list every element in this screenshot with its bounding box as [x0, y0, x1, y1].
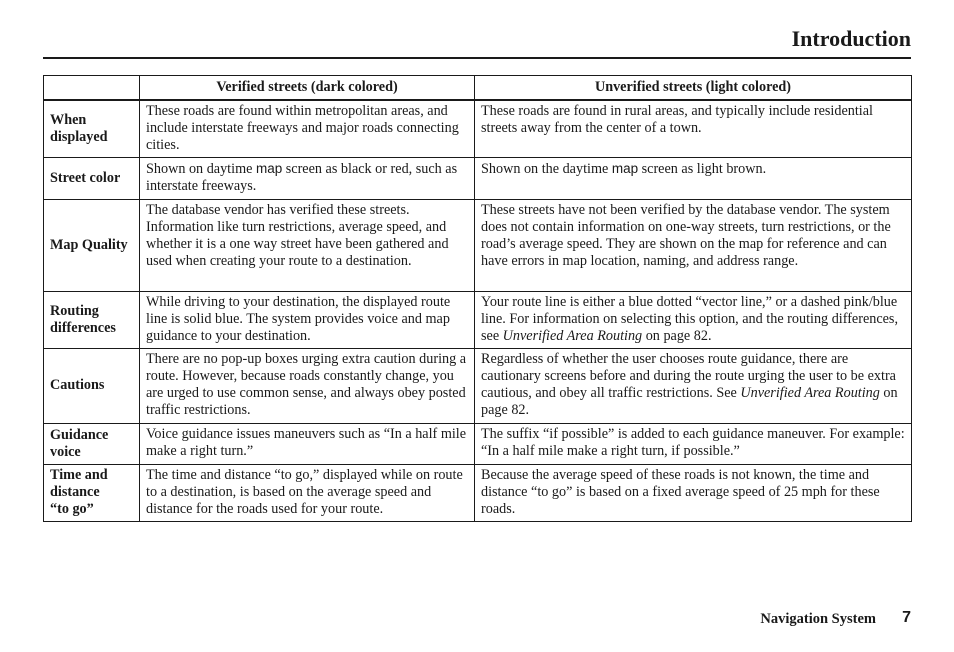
text-fragment: Shown on the daytime — [481, 160, 612, 177]
table-row — [44, 291, 912, 348]
unverified-cell — [475, 157, 912, 199]
row-label — [44, 464, 140, 521]
text-fragment: Shown on daytime — [146, 160, 256, 177]
unverified-cell: These streets have not been verified by the database vendor. The system does not contain information on one-way streets, turn restrictions, or the road’s average speed. They are shown on the map for reference and can have errors in map location, naming, and address range. — [475, 199, 912, 291]
table-header-row — [44, 76, 912, 101]
text-fragment: on page 82. — [481, 384, 898, 418]
row-label-line: distance — [50, 484, 100, 500]
column-header-unverified: Unverified streets (light colored) — [475, 76, 912, 101]
map-word: map — [611, 160, 639, 176]
table-row — [44, 423, 912, 464]
unverified-cell: The suffix “if possible” is added to each guidance maneuver. For example: “In a half mile make a right turn, if possible.” — [475, 423, 912, 464]
verified-cell: Voice guidance issues maneuvers such as “In a half mile make a right turn.” — [140, 423, 475, 464]
page-number: 7 — [902, 609, 911, 626]
verified-cell: There are no pop-up boxes urging extra caution during a route. However, because roads constantly change, you are urged to use common sense, and always obey posted traffic restrictions. — [140, 348, 475, 423]
text-fragment: on page 82. — [642, 327, 712, 344]
row-label-line: “to go” — [50, 501, 94, 517]
row-label: Street color — [44, 157, 140, 199]
text-fragment: Your route line is either a blue dotted “vector line,” or a dashed pink/blue line. For information on selecting this option, and the routing differences, see — [481, 293, 899, 344]
row-label: When displayed — [44, 100, 140, 157]
unverified-cell: These roads are found in rural areas, and typically include residential streets away from the center of a town. — [475, 100, 912, 157]
unverified-cell: Because the average speed of these roads is not known, the time and distance “to go” is based on a fixed average speed of 25 mph for these roads. — [475, 464, 912, 521]
verified-cell: While driving to your destination, the displayed route line is solid blue. The system provides voice and map guidance to your destination. — [140, 291, 475, 348]
verified-cell — [140, 157, 475, 199]
comparison-table — [43, 75, 912, 522]
text-fragment: Regardless of whether the user chooses route guidance, there are cautionary screens before and during the route urging the user to be extra cautious, and obey all traffic restrictions. See — [481, 350, 896, 401]
row-label: Routing differences — [44, 291, 140, 348]
unverified-cell — [475, 291, 912, 348]
text-fragment: screen as light brown. — [638, 160, 767, 177]
text-fragment: screen as black or red, such as interstate freeways. — [146, 160, 458, 194]
row-label: Map Quality — [44, 199, 140, 291]
row-label: Guidance voice — [44, 423, 140, 464]
page-reference: Unverified Area Routing — [740, 384, 880, 401]
row-label-line: Time and — [50, 467, 108, 483]
table-row — [44, 348, 912, 423]
page-reference: Unverified Area Routing — [502, 327, 643, 344]
page-title: Introduction — [791, 26, 911, 51]
footer-section-label: Navigation System — [760, 611, 876, 627]
table-row — [44, 157, 912, 199]
column-header-empty — [44, 76, 140, 101]
verified-cell: The database vendor has verified these streets. Information like turn restrictions, average speed, and whether it is a one way street have been gathered and used when creating your route to a destination. — [140, 199, 475, 291]
table-row — [44, 199, 912, 291]
map-word: map — [255, 160, 283, 176]
table-row — [44, 100, 912, 157]
row-label: Cautions — [44, 348, 140, 423]
unverified-cell — [475, 348, 912, 423]
verified-cell: The time and distance “to go,” displayed while on route to a destination, is based on the average speed and distance for the roads used for your route. — [140, 464, 475, 521]
verified-cell: These roads are found within metropolitan areas, and include interstate freeways and major roads connecting cities. — [140, 100, 475, 157]
table-row — [44, 464, 912, 521]
column-header-verified: Verified streets (dark colored) — [140, 76, 475, 101]
title-rule — [43, 57, 911, 59]
